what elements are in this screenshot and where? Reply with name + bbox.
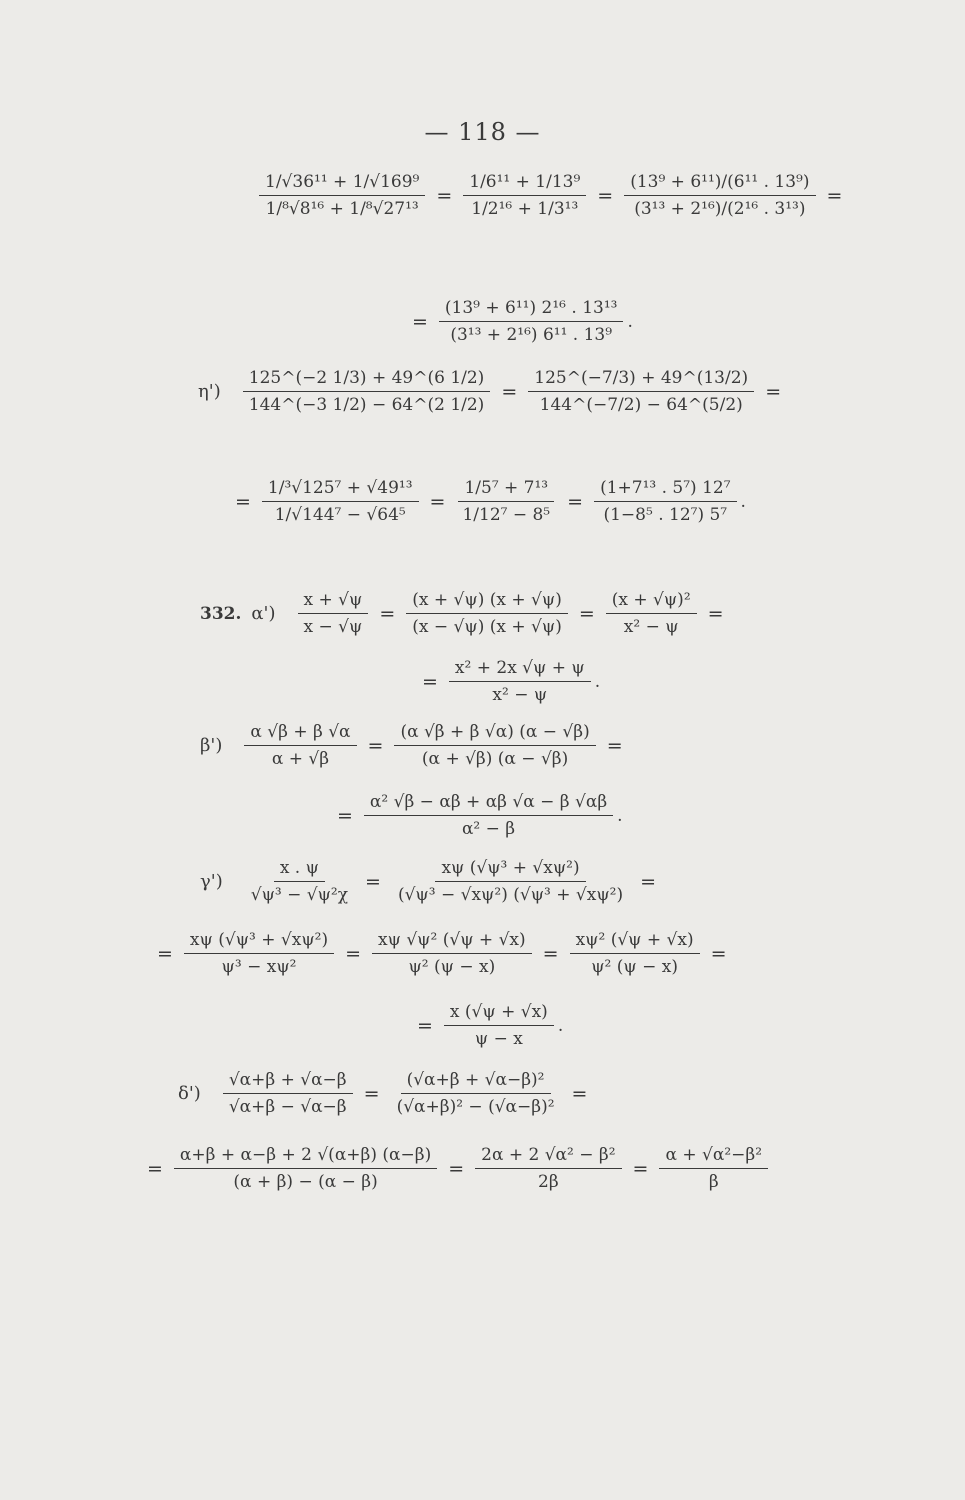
- beta-result-fraction: $\frac{\text{α² √β − αβ + αβ √α − β √αβ}}{\text{α² − β}}$: [364, 792, 613, 839]
- delta-line1: δ') $\frac{√\alpha+\beta + √\alpha-\beta}{√\alpha+\beta - √\alpha-\beta}$ = $\frac{\text{(√α+β + √α−β)²}}{\text{(√α+β)² − (√α−β)²}}$ =: [178, 1070, 588, 1117]
- delta-fraction-5: $\frac{\text{α + √α²−β²}}{\beta}$: [659, 1145, 768, 1192]
- alpha-line1: 332. α') $\frac{x + √\psi}{x - √\psi}$ = $\frac{(x + √\psi) (x + √\psi)}{(x - √\psi) (x + √\psi)}$ = $\frac{\text{(x + √ψ)²}}{\text{x² − ψ}}$ =: [200, 590, 724, 637]
- part-label-alpha: α'): [251, 603, 276, 624]
- gamma-fraction-3: $\frac{\text{xψ (√ψ³ + √xψ²)}}{\text{ψ³ − xψ²}}$: [184, 930, 334, 977]
- eta-fraction-2: $\frac{125\^{}(-7/3) + 49\^{}(13/2)}{144\^{}(-7/2) - 64\^{}(5/2)}$: [528, 368, 754, 415]
- eta-fraction-3: $\frac{\text{1/³√125⁷ + √49¹³}}{\text{1/√144⁷ − √64⁵}}$: [262, 478, 419, 525]
- gamma-fraction-1: $\frac{x . \psi}{\text{√ψ³ − √ψ²χ}}$: [250, 858, 349, 905]
- alpha-fraction-3: $\frac{\text{(x + √ψ)²}}{\text{x² − ψ}}$: [606, 590, 697, 637]
- beta-line1: β') $\frac{\alpha √\beta + \beta √\alpha}{\alpha + √\beta}$ = $\frac{(\alpha √\beta + \beta √\alpha) (\alpha - √\beta)}{(\alpha + √\beta) (\alpha - √\beta)}$ =: [200, 722, 623, 769]
- alpha-fraction-2: $\frac{(x + √\psi) (x + √\psi)}{(x - √\psi) (x + √\psi)}$: [406, 590, 568, 637]
- eta-fraction-5: $\frac{\text{(1+7¹³ . 5⁷) 12⁷}}{\text{(1−8⁵ . 12⁷) 5⁷}}$: [594, 478, 736, 525]
- beta-result: = $\frac{\text{α² √β − αβ + αβ √α − β √αβ}}{\text{α² − β}}$ .: [337, 792, 623, 839]
- delta-fraction-1: $\frac{√\alpha+\beta + √\alpha-\beta}{√\alpha+\beta - √\alpha-\beta}$: [223, 1070, 353, 1117]
- part-label-gamma: γ'): [200, 871, 223, 892]
- alpha-result-fraction: $\frac{\text{x² + 2x √ψ + ψ}}{\text{x² − ψ}}$: [449, 658, 591, 705]
- page-number: — 118 —: [424, 118, 541, 146]
- gamma-line2: = $\frac{\text{xψ (√ψ³ + √xψ²)}}{\text{ψ³ − xψ²}}$ = $\frac{\text{xψ √ψ² (√ψ + √x)}}{\text{ψ² (ψ − x)}}$ = $\frac{\text{xψ² (√ψ + √x)}}{\text{ψ² (ψ − x)}}$ =: [157, 930, 727, 977]
- gamma-result-fraction: $\frac{x (√\psi + √x)}{\psi - x}$: [444, 1002, 554, 1049]
- part-label-eta: η'): [198, 381, 221, 402]
- beta-fraction-1: $\frac{\alpha √\beta + \beta √\alpha}{\alpha + √\beta}$: [244, 722, 356, 769]
- delta-fraction-4: $\frac{\text{2α + 2 √α² − β²}}{2\beta}$: [475, 1145, 621, 1192]
- eq1-fraction-3: $\frac{\text{(13⁹ + 6¹¹)/(6¹¹ . 13⁹)}}{\text{(3¹³ + 2¹⁶)/(2¹⁶ . 3¹³)}}$: [624, 172, 815, 219]
- delta-line2: = $\frac{\alpha+\beta + \alpha-\beta + 2 √(\alpha+\beta) (\alpha-\beta)}{(\alpha + \beta) - (\alpha - \beta)}$ = $\frac{\text{2α + 2 √α² − β²}}{2\beta}$ = $\frac{\text{α + √α²−β²}}{\beta}$: [140, 1145, 772, 1192]
- eta-fraction-4: $\frac{\text{1/5⁷ + 7¹³}}{\text{1/12⁷ − 8⁵}}$: [456, 478, 556, 525]
- part-label-delta: δ'): [178, 1083, 201, 1104]
- gamma-result: = $\frac{x (√\psi + √x)}{\psi - x}$ .: [417, 1002, 564, 1049]
- delta-fraction-2: $\frac{\text{(√α+β + √α−β)²}}{\text{(√α+β)² − (√α−β)²}}$: [396, 1070, 555, 1117]
- eq1-result-fraction: $\frac{\text{(13⁹ + 6¹¹) 2¹⁶ . 13¹³}}{\text{(3¹³ + 2¹⁶) 6¹¹ . 13⁹}}$: [439, 298, 624, 345]
- eq1-fraction-2: $\frac{\text{1/6¹¹ + 1/13⁹}}{\text{1/2¹⁶ + 1/3¹³}}$: [463, 172, 586, 219]
- eq1-line1: $\frac{\text{1/√36¹¹ + 1/√169⁹}}{\text{1/⁸√8¹⁶ + 1/⁸√27¹³}}$ = $\frac{\text{1/6¹¹ + 1/13⁹}}{\text{1/2¹⁶ + 1/3¹³}}$ = $\frac{\text{(13⁹ + 6¹¹)/(6¹¹ . 13⁹)}}{\text{(3¹³ + 2¹⁶)/(2¹⁶ . 3¹³)}}$ =: [255, 172, 849, 219]
- gamma-fraction-5: $\frac{\text{xψ² (√ψ + √x)}}{\text{ψ² (ψ − x)}}$: [570, 930, 700, 977]
- eq1-result: = $\frac{\text{(13⁹ + 6¹¹) 2¹⁶ . 13¹³}}{\text{(3¹³ + 2¹⁶) 6¹¹ . 13⁹}}$ .: [412, 298, 633, 345]
- eq1-fraction-1: $\frac{\text{1/√36¹¹ + 1/√169⁹}}{\text{1/⁸√8¹⁶ + 1/⁸√27¹³}}$: [259, 172, 425, 219]
- eta-line2: = $\frac{\text{1/³√125⁷ + √49¹³}}{\text{1/√144⁷ − √64⁵}}$ = $\frac{\text{1/5⁷ + 7¹³}}{\text{1/12⁷ − 8⁵}}$ = $\frac{\text{(1+7¹³ . 5⁷) 12⁷}}{\text{(1−8⁵ . 12⁷) 5⁷}}$ .: [235, 478, 746, 525]
- gamma-fraction-2: $\frac{\text{xψ (√ψ³ + √xψ²)}}{\text{(√ψ³ − √xψ²) (√ψ³ + √xψ²)}}$: [397, 858, 624, 905]
- eta-line1: η') $\frac{125\^{}(-2 1/3) + 49\^{}(6 1/2)}{144\^{}(-3 1/2) - 64\^{}(2 1/2)}$ = $\frac{125\^{}(-7/3) + 49\^{}(13/2)}{144\^{}(-7/2) - 64\^{}(5/2)}$ =: [198, 368, 782, 415]
- eta-fraction-1: $\frac{125\^{}(-2 1/3) + 49\^{}(6 1/2)}{144\^{}(-3 1/2) - 64\^{}(2 1/2)}$: [243, 368, 491, 415]
- alpha-fraction-1: $\frac{x + √\psi}{x - √\psi}$: [298, 590, 369, 637]
- problem-number: 332.: [200, 603, 242, 624]
- beta-fraction-2: $\frac{(\alpha √\beta + \beta √\alpha) (\alpha - √\beta)}{(\alpha + √\beta) (\alpha - √\beta)}$: [394, 722, 595, 769]
- part-label-beta: β'): [200, 735, 223, 756]
- alpha-result: = $\frac{\text{x² + 2x √ψ + ψ}}{\text{x² − ψ}}$ .: [422, 658, 601, 705]
- delta-fraction-3: $\frac{\alpha+\beta + \alpha-\beta + 2 √(\alpha+\beta) (\alpha-\beta)}{(\alpha + \beta) - (\alpha - \beta)}$: [174, 1145, 437, 1192]
- gamma-fraction-4: $\frac{\text{xψ √ψ² (√ψ + √x)}}{\text{ψ² (ψ − x)}}$: [372, 930, 532, 977]
- gamma-line1: γ') $\frac{x . \psi}{\text{√ψ³ − √ψ²χ}}$ = $\frac{\text{xψ (√ψ³ + √xψ²)}}{\text{(√ψ³ − √xψ²) (√ψ³ + √xψ²)}}$ =: [200, 858, 657, 905]
